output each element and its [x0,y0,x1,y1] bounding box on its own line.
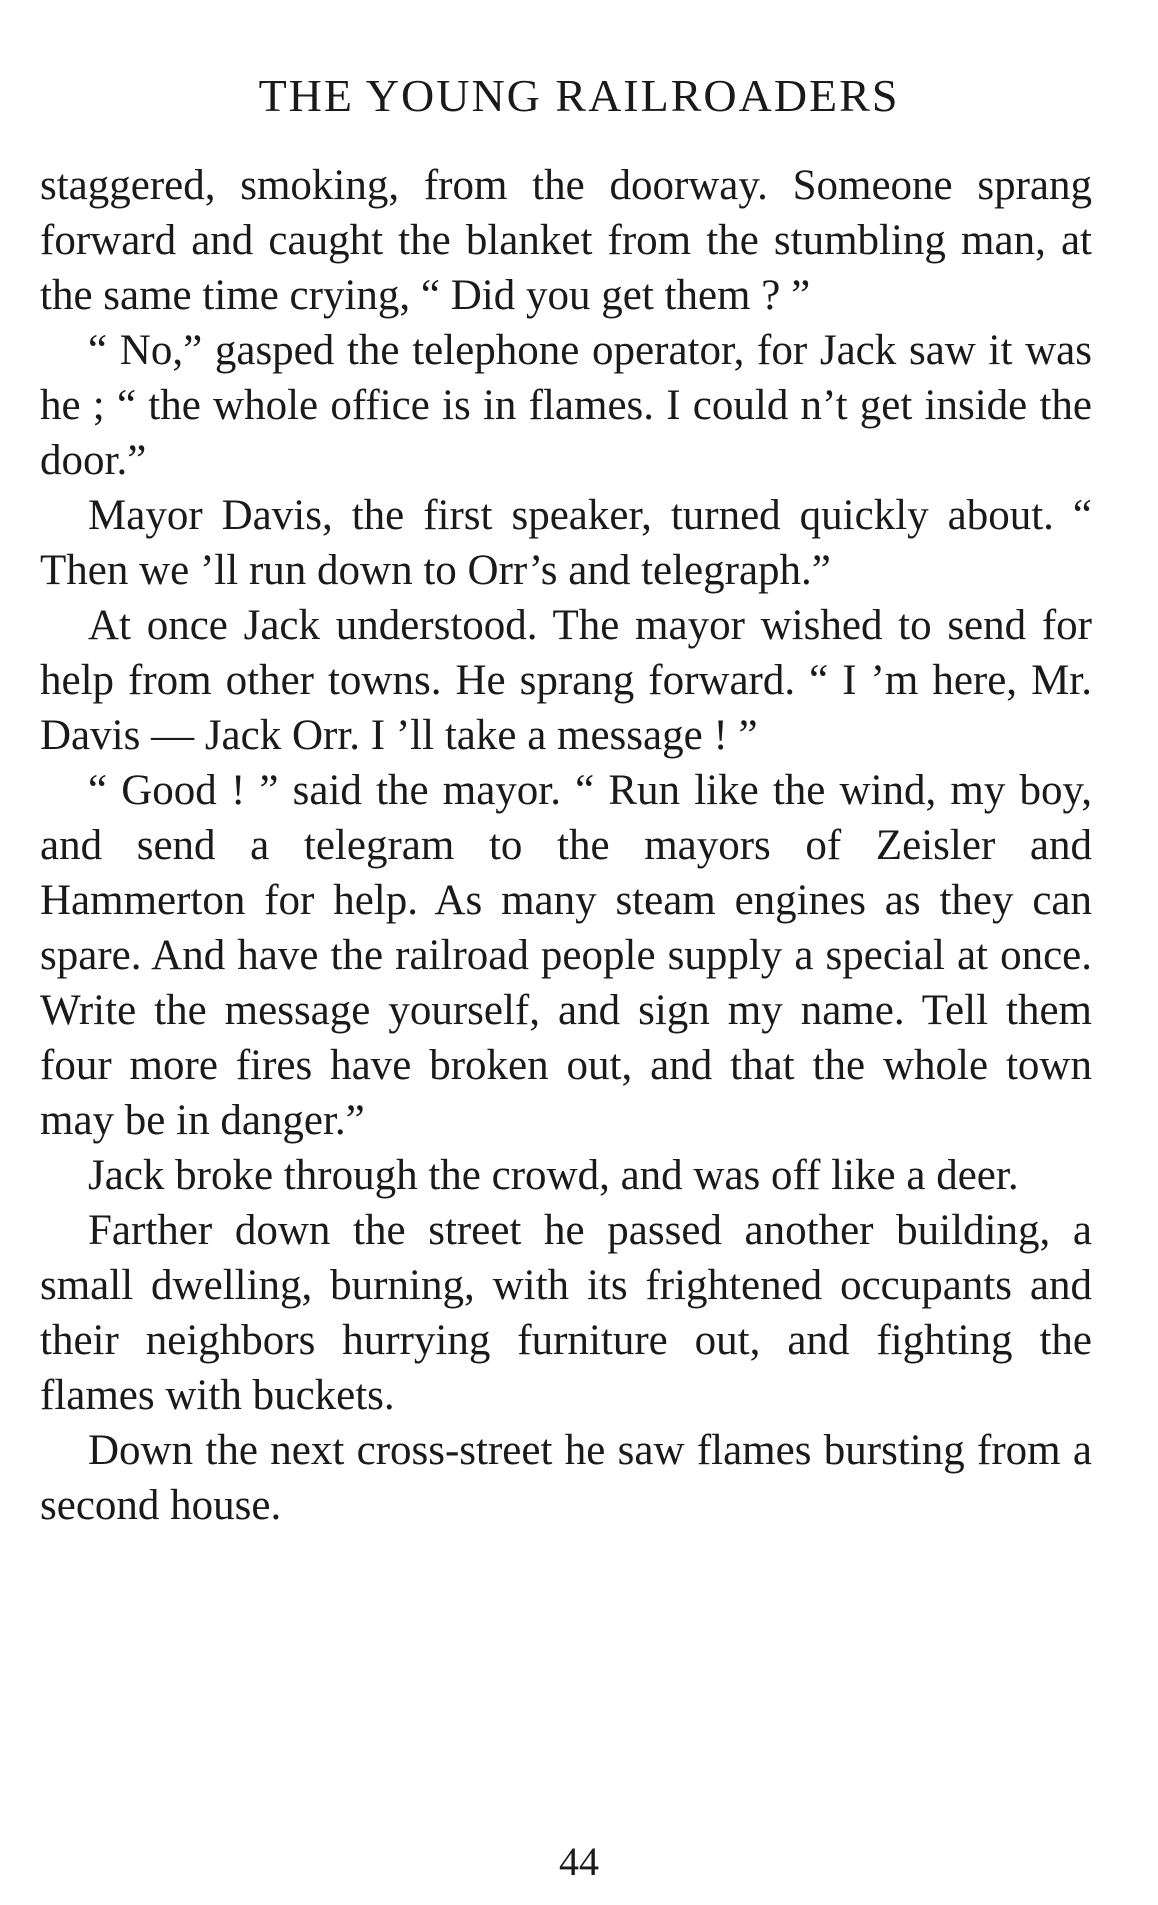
paragraph: “ Good ! ” said the mayor. “ Run like the wind, my boy, and send a telegram to the mayors of Zeisler and Hammerton for help. As many steam engines as they can spare. And have the railroad people supply a special at once. Write the message yourself, and sign my name. Tell them four more fires have broken out, and that the whole town may be in danger.” [40,767,1092,1144]
paragraph: At once Jack understood. The mayor wished to send for help from other towns. He sprang forward. “ I ’m here, Mr. Davis — Jack Orr. I ’ll take a message ! ” [40,602,1092,759]
paragraph: Farther down the street he passed another building, a small dwelling, burning, with its frightened occupants and their neighbors hurrying furniture out, and fighting the flames with buckets. [40,1207,1092,1419]
paragraph: “ No,” gasped the telephone operator, for Jack saw it was he ; “ the whole office is in flames. I could n’t get inside the door.” [40,327,1092,484]
paragraph: Mayor Davis, the first speaker, turned quickly about. “ Then we ’ll run down to Orr’s and telegraph.” [40,492,1092,594]
paragraph: staggered, smoking, from the doorway. Someone sprang forward and caught the blanket from the stumbling man, at the same time crying, “ Did you get them ? ” [40,162,1092,319]
page-number: 44 [559,1839,599,1884]
body-text [40,158,1092,1533]
running-title: THE YOUNG RAILROADERS [258,70,900,121]
paragraph: Jack broke through the crowd, and was off like a deer. [88,1152,1019,1199]
paragraph: Down the next cross-street he saw flames bursting from a second house. [40,1427,1092,1529]
